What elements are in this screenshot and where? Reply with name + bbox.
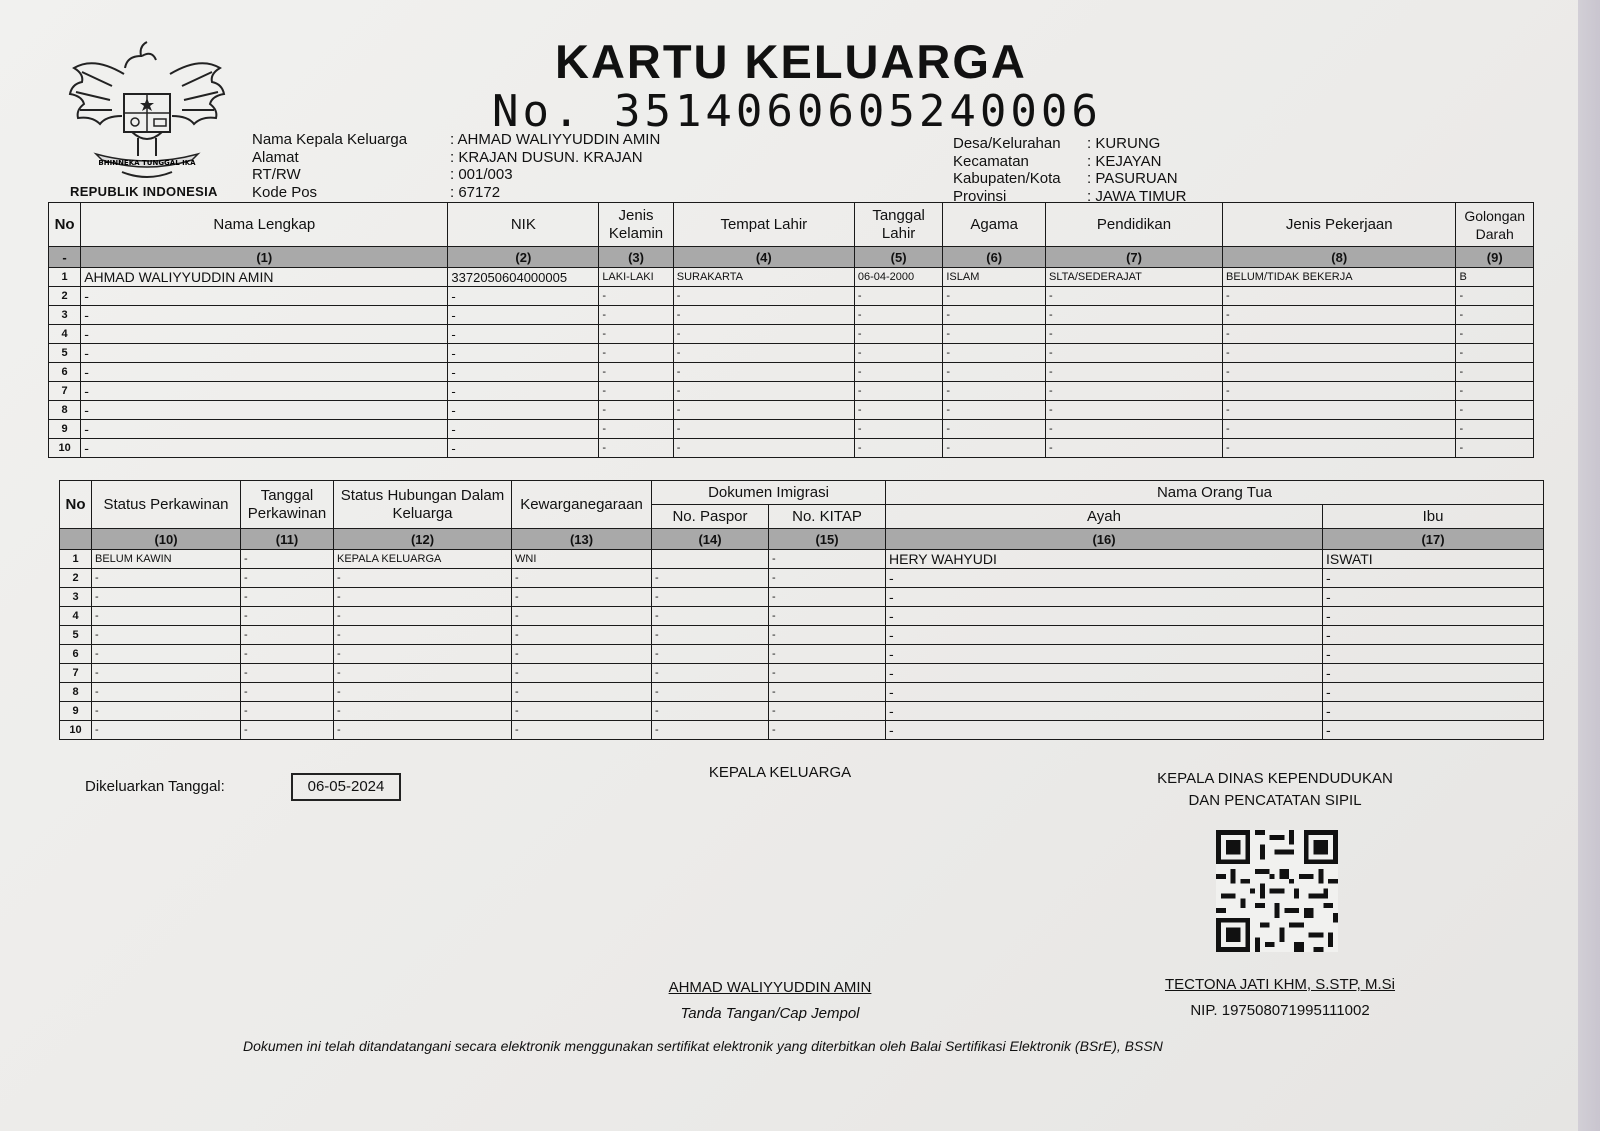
table-cell: - xyxy=(92,569,241,588)
table-cell: - xyxy=(673,420,854,439)
table-cell: - xyxy=(599,439,673,458)
table-row xyxy=(49,363,1534,382)
table-cell: - xyxy=(1045,363,1222,382)
table-cell: - xyxy=(334,721,512,740)
table-cell: - xyxy=(448,363,599,382)
table-cell: - xyxy=(241,588,334,607)
table-cell: - xyxy=(92,721,241,740)
column-number-row xyxy=(49,247,1534,268)
column-header: Tanggal Perkawinan xyxy=(241,481,334,529)
info-right xyxy=(953,135,1186,205)
row-number-cell: 10 xyxy=(60,721,92,740)
table-cell: - xyxy=(1045,306,1222,325)
column-number: (6) xyxy=(943,247,1046,268)
table-cell: - xyxy=(652,645,769,664)
table-cell: - xyxy=(81,363,448,382)
table-cell: - xyxy=(1323,721,1544,740)
column-number xyxy=(60,529,92,550)
table-cell: - xyxy=(673,401,854,420)
table-row xyxy=(60,607,1544,626)
table-cell: - xyxy=(943,439,1046,458)
column-header: No. Paspor xyxy=(652,505,769,529)
info-value: : 67172 xyxy=(450,183,501,201)
table-cell: - xyxy=(886,683,1323,702)
table-cell: - xyxy=(512,588,652,607)
row-number-cell: 6 xyxy=(60,645,92,664)
table-cell: BELUM/TIDAK BEKERJA xyxy=(1223,268,1456,287)
table-cell: - xyxy=(1045,287,1222,306)
table-cell: - xyxy=(652,683,769,702)
table-header-row xyxy=(60,481,1544,505)
table-cell: - xyxy=(1323,645,1544,664)
table-cell: - xyxy=(334,702,512,721)
row-number-cell: 9 xyxy=(60,702,92,721)
table-cell: - xyxy=(943,401,1046,420)
table-cell: - xyxy=(92,702,241,721)
table-cell: - xyxy=(512,664,652,683)
table-cell: - xyxy=(599,401,673,420)
table-cell: - xyxy=(448,287,599,306)
info-left xyxy=(252,131,660,201)
column-number-row xyxy=(60,529,1544,550)
table-cell: - xyxy=(334,607,512,626)
table-cell: - xyxy=(652,702,769,721)
members-table-body xyxy=(49,268,1534,458)
column-number: (16) xyxy=(886,529,1323,550)
row-number-cell: 10 xyxy=(49,439,81,458)
row-number-cell: 4 xyxy=(60,607,92,626)
row-number-cell: 9 xyxy=(49,420,81,439)
table-cell: - xyxy=(1045,401,1222,420)
qr-code-icon xyxy=(1216,830,1338,952)
issued-date-value: 06-05-2024 xyxy=(291,773,401,801)
table-cell: - xyxy=(599,344,673,363)
table-cell: - xyxy=(512,626,652,645)
table-cell: - xyxy=(92,626,241,645)
column-header: No xyxy=(49,203,81,247)
column-header: No xyxy=(60,481,92,529)
table-cell: - xyxy=(943,382,1046,401)
table-row xyxy=(49,325,1534,344)
table-cell: - xyxy=(673,439,854,458)
garuda-emblem-icon xyxy=(62,34,232,184)
info-value: : 001/003 xyxy=(450,166,513,183)
column-number: (13) xyxy=(512,529,652,550)
table-cell: - xyxy=(241,721,334,740)
table-cell: - xyxy=(1323,683,1544,702)
table-cell: - xyxy=(673,325,854,344)
table-header-row xyxy=(49,203,1534,247)
table-cell: - xyxy=(512,569,652,588)
table-cell: - xyxy=(769,607,886,626)
column-number: (4) xyxy=(673,247,854,268)
table-cell: - xyxy=(241,683,334,702)
table-cell: - xyxy=(334,683,512,702)
table-row xyxy=(60,683,1544,702)
table-cell: - xyxy=(943,287,1046,306)
column-header: Ibu xyxy=(1323,505,1544,529)
table-cell: - xyxy=(1456,420,1534,439)
column-header: Nama Lengkap xyxy=(81,203,448,247)
e-signature-note: Dokumen ini telah ditandatangani secara elektronik menggunakan sertifikat elektronik yang diterbitkan oleh Balai Sertifikasi Elektronik (BSrE), BSSN xyxy=(243,1038,1163,1054)
table-cell: - xyxy=(599,382,673,401)
table-cell: - xyxy=(1456,287,1534,306)
column-number: (7) xyxy=(1045,247,1222,268)
info-label: RT/RW xyxy=(252,166,301,183)
table-row xyxy=(49,401,1534,420)
table-row xyxy=(49,439,1534,458)
table-cell: - xyxy=(673,363,854,382)
table-cell: - xyxy=(599,287,673,306)
table-cell: - xyxy=(886,569,1323,588)
table-cell: - xyxy=(448,325,599,344)
table-cell: - xyxy=(334,626,512,645)
table-cell: - xyxy=(652,664,769,683)
table-cell: - xyxy=(92,588,241,607)
table-cell: ISWATI xyxy=(1323,550,1544,569)
table-cell: - xyxy=(886,664,1323,683)
table-cell: - xyxy=(1045,420,1222,439)
column-number: (8) xyxy=(1223,247,1456,268)
table-cell: - xyxy=(673,344,854,363)
info-label: Kabupaten/Kota xyxy=(953,170,1061,187)
table-cell: - xyxy=(769,626,886,645)
table-cell: - xyxy=(1323,702,1544,721)
table-cell: - xyxy=(1323,607,1544,626)
table-cell: BELUM KAWIN xyxy=(92,550,241,569)
table-row xyxy=(49,268,1534,287)
row-number-cell: 8 xyxy=(60,683,92,702)
column-header: Golongan Darah xyxy=(1456,203,1534,247)
table-cell: - xyxy=(334,588,512,607)
table-cell: - xyxy=(769,683,886,702)
table-cell: - xyxy=(1223,306,1456,325)
info-value: : KRAJAN DUSUN. KRAJAN xyxy=(450,148,643,166)
table-cell: - xyxy=(1045,325,1222,344)
table-cell: - xyxy=(81,287,448,306)
table-cell: - xyxy=(1045,382,1222,401)
table-cell: - xyxy=(1323,569,1544,588)
table-cell: LAKI-LAKI xyxy=(599,268,673,287)
column-header: Tanggal Lahir xyxy=(854,203,943,247)
family-head-title: KEPALA KELUARGA xyxy=(708,764,852,781)
table-cell: - xyxy=(886,721,1323,740)
table-row xyxy=(60,664,1544,683)
table-cell: ISLAM xyxy=(943,268,1046,287)
table-cell: - xyxy=(448,306,599,325)
table-cell: - xyxy=(673,287,854,306)
table-cell: - xyxy=(1456,306,1534,325)
table-cell: - xyxy=(854,306,943,325)
column-header: Kewarganegaraan xyxy=(512,481,652,529)
official-title-line-2: DAN PENCATATAN SIPIL xyxy=(1188,792,1362,809)
table-row xyxy=(49,344,1534,363)
row-number-cell: 7 xyxy=(49,382,81,401)
table-cell: - xyxy=(769,588,886,607)
row-number-cell: 5 xyxy=(60,626,92,645)
table-cell: - xyxy=(886,626,1323,645)
table-cell: - xyxy=(241,607,334,626)
table-row xyxy=(60,702,1544,721)
column-header: Status Hubungan Dalam Keluarga xyxy=(334,481,512,529)
table-cell: - xyxy=(92,664,241,683)
table-cell: - xyxy=(1045,439,1222,458)
column-header: Jenis Pekerjaan xyxy=(1223,203,1456,247)
table-cell: - xyxy=(1323,588,1544,607)
table-cell: - xyxy=(854,287,943,306)
column-number: (2) xyxy=(448,247,599,268)
row-number-cell: 4 xyxy=(49,325,81,344)
table-cell: - xyxy=(241,569,334,588)
page-title: KARTU KELUARGA xyxy=(555,35,1027,88)
table-cell: - xyxy=(673,306,854,325)
table-cell: - xyxy=(1223,325,1456,344)
table-cell: - xyxy=(854,401,943,420)
table-cell: - xyxy=(241,626,334,645)
info-label: Desa/Kelurahan xyxy=(953,135,1061,152)
table-cell: - xyxy=(448,439,599,458)
table-cell: - xyxy=(854,325,943,344)
table-cell: - xyxy=(334,645,512,664)
table-cell: - xyxy=(448,401,599,420)
table-cell: - xyxy=(1323,664,1544,683)
table-cell: - xyxy=(943,344,1046,363)
table-row xyxy=(49,382,1534,401)
issued-date-label: Dikeluarkan Tanggal: xyxy=(85,778,225,795)
table-cell: - xyxy=(1456,439,1534,458)
table-cell: - xyxy=(1456,382,1534,401)
table-row xyxy=(60,626,1544,645)
table-cell: - xyxy=(652,588,769,607)
column-number: (17) xyxy=(1323,529,1544,550)
table-cell: - xyxy=(1456,344,1534,363)
column-number: (10) xyxy=(92,529,241,550)
table-cell: - xyxy=(448,420,599,439)
table-cell: - xyxy=(769,645,886,664)
table-cell: - xyxy=(1323,626,1544,645)
table-cell: - xyxy=(886,702,1323,721)
table-cell: - xyxy=(1223,439,1456,458)
table-cell: - xyxy=(1456,363,1534,382)
family-status-table xyxy=(59,480,1544,740)
table-cell: - xyxy=(1223,401,1456,420)
table-cell: - xyxy=(512,721,652,740)
row-number-cell: 3 xyxy=(60,588,92,607)
table-cell: - xyxy=(81,325,448,344)
column-header: Dokumen Imigrasi xyxy=(652,481,886,505)
table-cell: - xyxy=(652,721,769,740)
table-cell: - xyxy=(1223,344,1456,363)
row-number-cell: 6 xyxy=(49,363,81,382)
table-cell: HERY WAHYUDI xyxy=(886,550,1323,569)
table-cell: - xyxy=(92,683,241,702)
table-cell: - xyxy=(1223,382,1456,401)
table-row xyxy=(49,287,1534,306)
table-cell: - xyxy=(886,645,1323,664)
column-number: (3) xyxy=(599,247,673,268)
row-number-cell: 2 xyxy=(60,569,92,588)
column-header: Pendidikan xyxy=(1045,203,1222,247)
table-cell: - xyxy=(854,382,943,401)
table-row xyxy=(60,588,1544,607)
table-cell: - xyxy=(92,645,241,664)
info-value: : JAWA TIMUR xyxy=(1087,187,1187,205)
info-label: Kode Pos xyxy=(252,183,318,201)
table-cell: - xyxy=(769,664,886,683)
table-cell: - xyxy=(81,439,448,458)
family-head-name: AHMAD WALIYYUDDIN AMIN xyxy=(668,979,872,996)
row-number-cell: 7 xyxy=(60,664,92,683)
table-row xyxy=(60,550,1544,569)
family-head-signature-caption: Tanda Tangan/Cap Jempol xyxy=(680,1005,860,1022)
info-value: : AHMAD WALIYYUDDIN AMIN xyxy=(450,131,661,148)
table-cell: B xyxy=(1456,268,1534,287)
members-table xyxy=(48,202,1534,458)
table-cell: - xyxy=(854,420,943,439)
table-cell: - xyxy=(81,344,448,363)
info-value: : PASURUAN xyxy=(1087,170,1178,187)
table-cell: - xyxy=(334,664,512,683)
table-cell: SLTA/SEDERAJAT xyxy=(1045,268,1222,287)
table-cell: SURAKARTA xyxy=(673,268,854,287)
table-cell: - xyxy=(652,569,769,588)
info-label: Kecamatan xyxy=(953,152,1029,170)
table-cell: - xyxy=(854,363,943,382)
row-number-cell: 5 xyxy=(49,344,81,363)
column-header: Nama Orang Tua xyxy=(886,481,1544,505)
row-number-cell: 1 xyxy=(60,550,92,569)
country-label: REPUBLIK INDONESIA xyxy=(70,184,218,199)
table-cell: - xyxy=(943,363,1046,382)
row-number-cell: 1 xyxy=(49,268,81,287)
table-cell: - xyxy=(448,344,599,363)
table-row xyxy=(49,420,1534,439)
row-number-cell: 8 xyxy=(49,401,81,420)
table-cell: - xyxy=(943,325,1046,344)
family-status-table-body xyxy=(60,550,1544,740)
column-number: (15) xyxy=(769,529,886,550)
table-cell: - xyxy=(854,344,943,363)
table-cell: - xyxy=(81,306,448,325)
table-cell: - xyxy=(241,702,334,721)
table-row xyxy=(49,306,1534,325)
table-cell: - xyxy=(241,664,334,683)
table-cell: - xyxy=(886,607,1323,626)
table-cell: KEPALA KELUARGA xyxy=(334,550,512,569)
table-cell: - xyxy=(81,401,448,420)
column-number: (11) xyxy=(241,529,334,550)
table-cell: - xyxy=(854,439,943,458)
row-number-cell: 3 xyxy=(49,306,81,325)
table-cell: - xyxy=(1456,401,1534,420)
table-cell: 06-04-2000 xyxy=(854,268,943,287)
column-number: (9) xyxy=(1456,247,1534,268)
info-value: : KURUNG xyxy=(1087,135,1161,152)
table-cell: - xyxy=(241,645,334,664)
column-header: Agama xyxy=(943,203,1046,247)
table-cell: - xyxy=(769,721,886,740)
table-cell: - xyxy=(652,607,769,626)
column-header: No. KITAP xyxy=(769,505,886,529)
table-cell: AHMAD WALIYYUDDIN AMIN xyxy=(81,268,448,287)
table-row xyxy=(60,569,1544,588)
table-cell: - xyxy=(943,306,1046,325)
table-cell: - xyxy=(599,363,673,382)
table-cell: - xyxy=(1223,420,1456,439)
svg-text:BHINNEKA TUNGGAL IKA: BHINNEKA TUNGGAL IKA xyxy=(98,159,196,167)
official-title-line-1: KEPALA DINAS KEPENDUDUKAN xyxy=(1157,770,1393,787)
column-number: - xyxy=(49,247,81,268)
table-cell: - xyxy=(599,420,673,439)
table-cell: - xyxy=(92,607,241,626)
column-header: Jenis Kelamin xyxy=(599,203,673,247)
column-header: NIK xyxy=(448,203,599,247)
background-edge xyxy=(1578,0,1600,1131)
table-cell: - xyxy=(673,382,854,401)
table-cell xyxy=(652,550,769,569)
table-cell: - xyxy=(512,683,652,702)
table-cell: - xyxy=(886,588,1323,607)
table-cell: - xyxy=(652,626,769,645)
column-number: (12) xyxy=(334,529,512,550)
info-value: : KEJAYAN xyxy=(1087,152,1162,170)
info-label: Nama Kepala Keluarga xyxy=(252,131,408,148)
column-header: Tempat Lahir xyxy=(673,203,854,247)
table-row xyxy=(60,645,1544,664)
table-cell: - xyxy=(1456,325,1534,344)
table-cell: - xyxy=(599,325,673,344)
table-cell: - xyxy=(769,550,886,569)
table-cell: - xyxy=(512,702,652,721)
column-header: Ayah xyxy=(886,505,1323,529)
info-label: Provinsi xyxy=(953,187,1007,205)
table-cell: - xyxy=(81,420,448,439)
column-header: Status Perkawinan xyxy=(92,481,241,529)
row-number-cell: 2 xyxy=(49,287,81,306)
table-cell: - xyxy=(448,382,599,401)
table-cell: - xyxy=(943,420,1046,439)
table-cell: - xyxy=(769,569,886,588)
table-cell: - xyxy=(512,607,652,626)
table-cell: - xyxy=(1223,363,1456,382)
official-name: TECTONA JATI KHM, S.STP, M.Si xyxy=(1164,976,1396,993)
info-label: Alamat xyxy=(252,148,299,166)
table-cell: - xyxy=(769,702,886,721)
family-card-number: No. 3514060605240006 xyxy=(492,86,1102,137)
table-cell: - xyxy=(599,306,673,325)
table-cell: - xyxy=(81,382,448,401)
table-cell: - xyxy=(512,645,652,664)
column-number: (5) xyxy=(854,247,943,268)
column-number: (14) xyxy=(652,529,769,550)
column-number: (1) xyxy=(81,247,448,268)
official-nip: NIP. 197508071995111002 xyxy=(1190,1002,1370,1019)
table-cell: WNI xyxy=(512,550,652,569)
table-cell: - xyxy=(334,569,512,588)
table-cell: - xyxy=(1223,287,1456,306)
table-cell: - xyxy=(1045,344,1222,363)
table-cell: - xyxy=(241,550,334,569)
table-cell: 3372050604000005 xyxy=(448,268,599,287)
table-row xyxy=(60,721,1544,740)
